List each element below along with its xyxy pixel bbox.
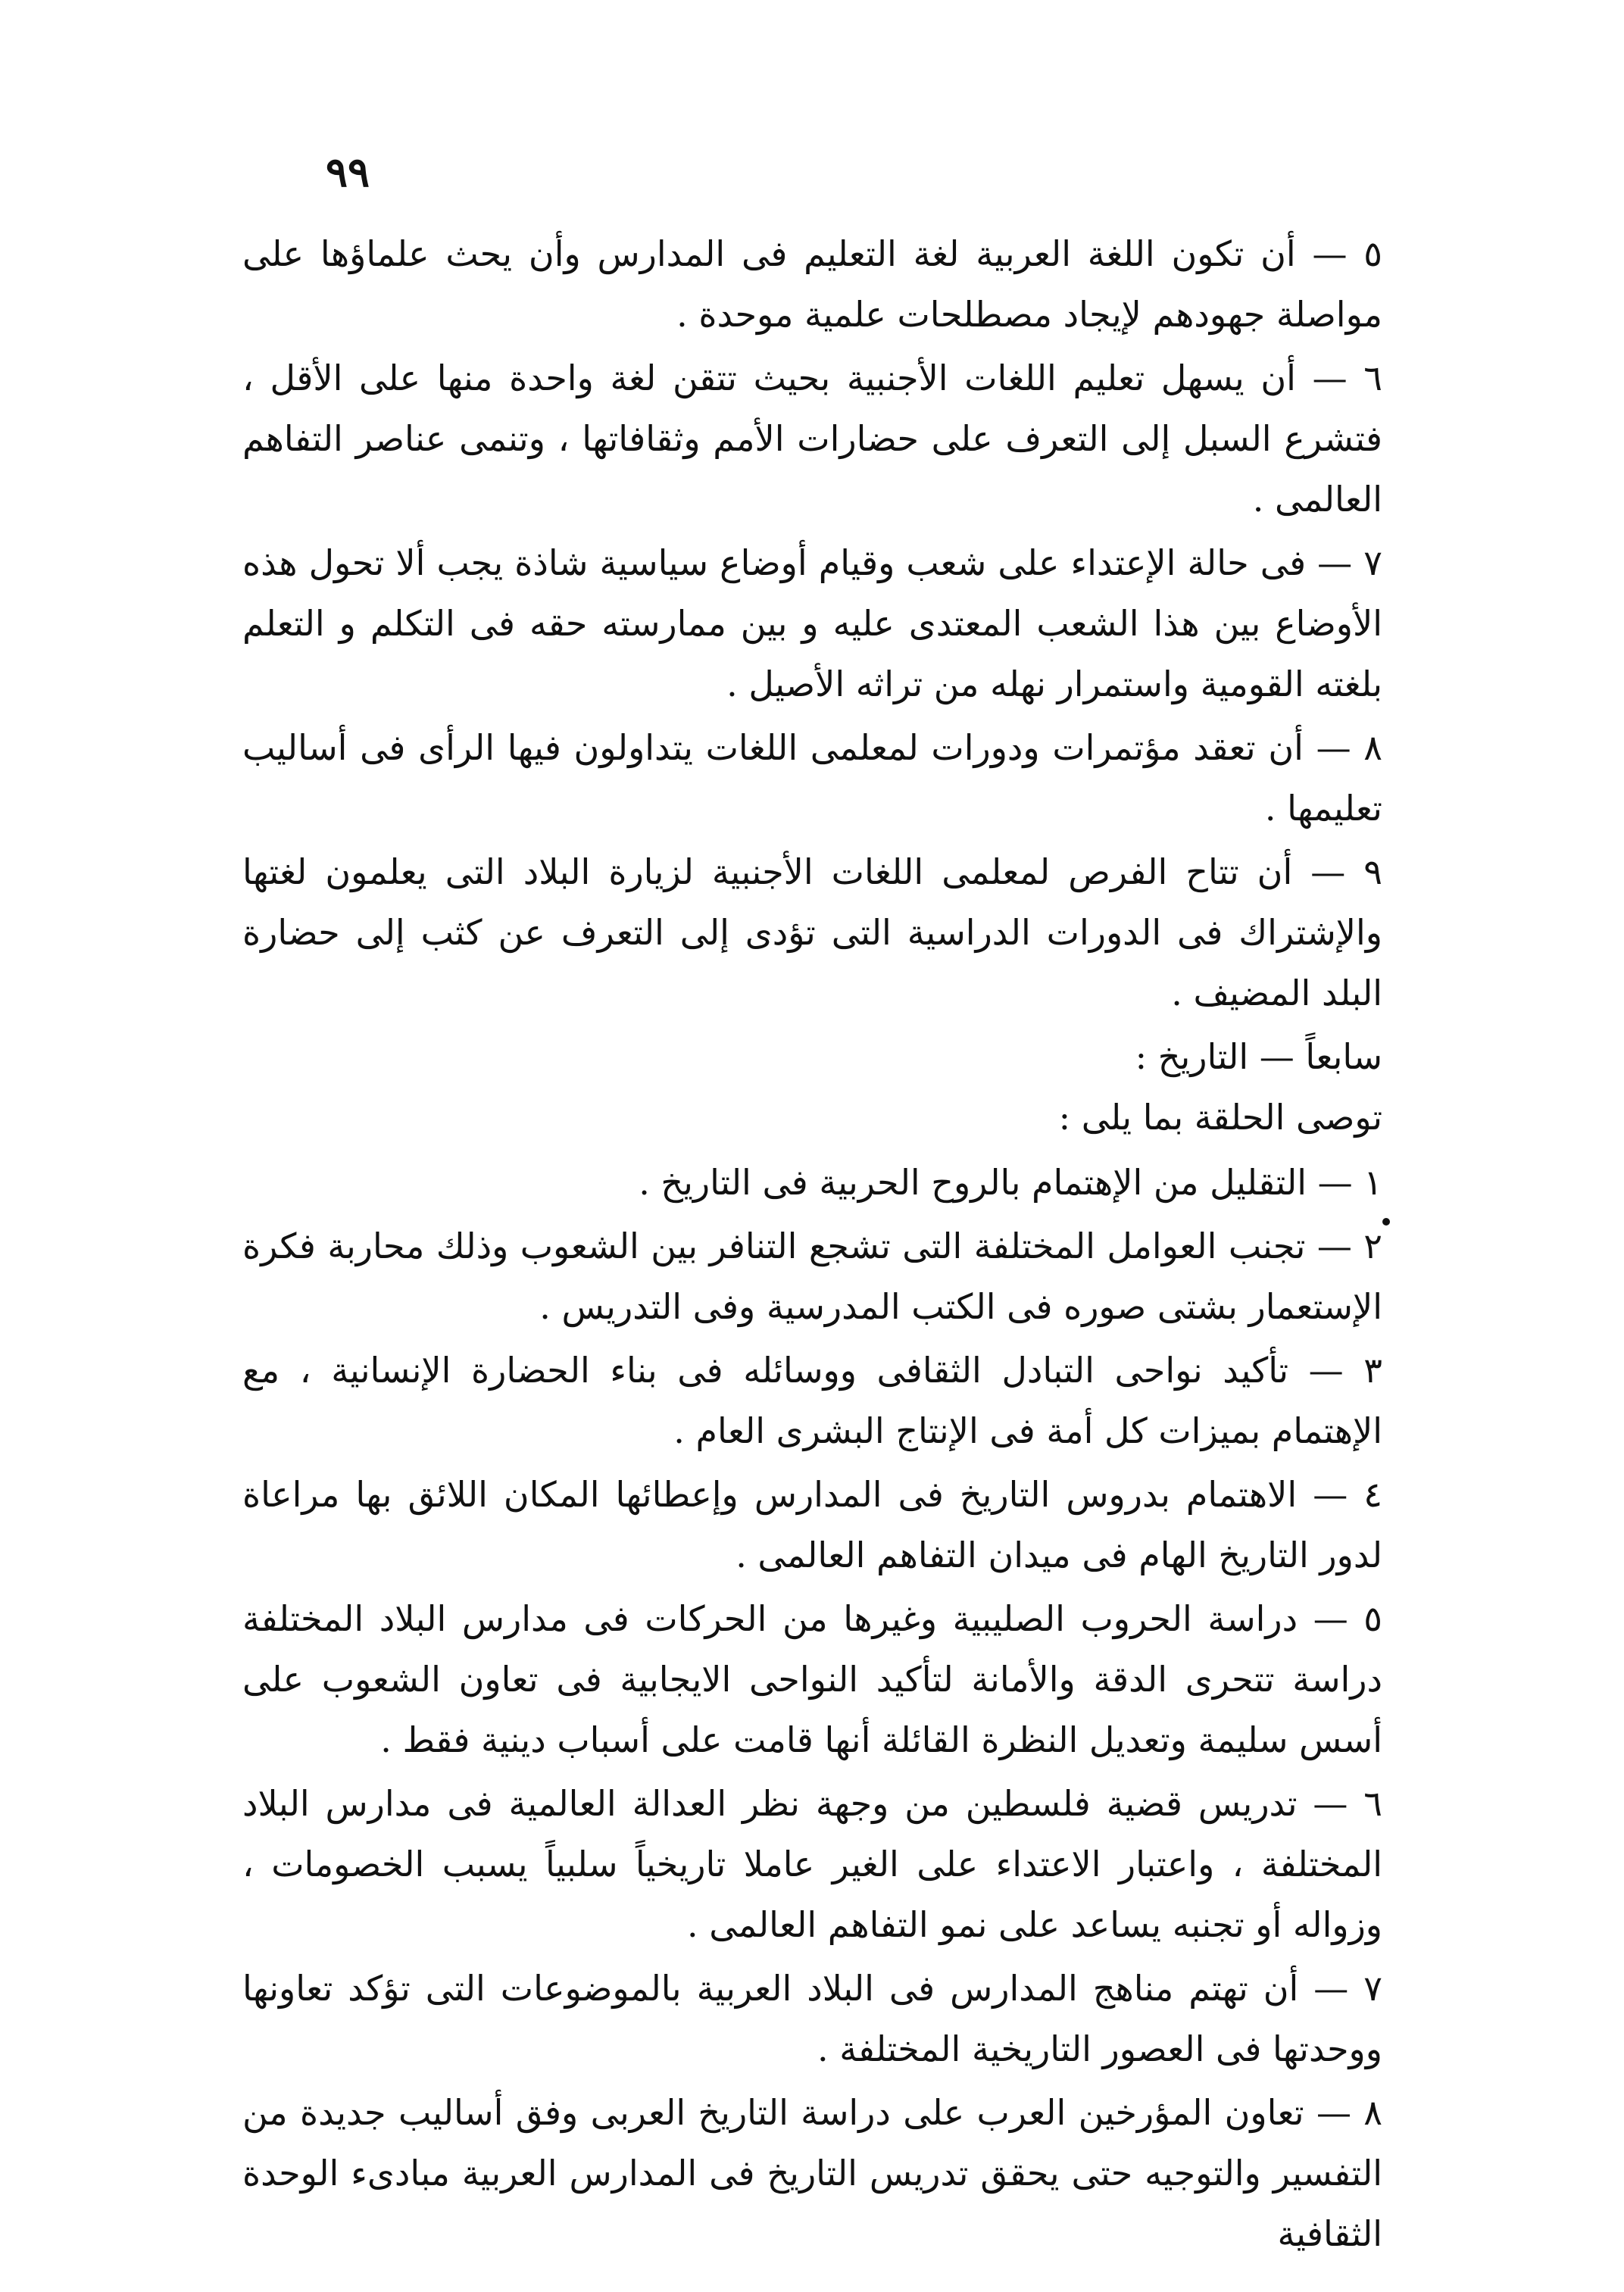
paragraph-item-9-language: ٩ — أن تتاح الفرص لمعلمى اللغات الأجنبية لزيارة البلاد التى يعلمون لغتها والإشتراك فى الدورات الدراسية التى تؤدى إلى التعرف عن كثب إلى حضارة البلد المضيف . [242,851,1382,1013]
paragraph-item-2-history: ٢ — تجنب العوامل المختلفة التى تشجع التنافر بين الشعوب وذلك محاربة فكرة الإستعمار بشتى صوره فى الكتب المدرسية وفى التدريس . [242,1226,1382,1327]
paragraph-item-5-history: ٥ — دراسة الحروب الصليبية وغيرها من الحركات فى مدارس البلاد المختلفة دراسة تتحرى الدقة والأمانة لتأكيد النواحى الايجابية فى تعاون الشعوب على أسس سليمة وتعديل النظرة القائلة أنها قامت على أسباب دينية فقط . [242,1598,1382,1760]
paragraph-item-1-history: ١ — التقليل من الإهتمام بالروح الحربية فى التاريخ . [639,1162,1382,1203]
section-intro: توصى الحلقة بما يلى : [1058,1097,1382,1138]
section-heading: سابعاً — التاريخ : [1135,1036,1382,1077]
page-number: ٩٩ [326,148,370,196]
paragraph-item-3-history: ٣ — تأكيد نواحى التبادل الثقافى ووسائله فى بناء الحضارة الإنسانية ، مع الإهتمام بميزات كل أمة فى الإنتاج البشرى العام . [242,1350,1382,1451]
paragraph-item-8-history: ٨ — تعاون المؤرخين العرب على دراسة التاريخ العربى وفق أساليب جديدة من التفسير والتوجيه حتى يحقق تدريس التاريخ فى المدارس العربية مبادىء الوحدة الثقافية [242,2092,1382,2254]
paragraph-item-8-language: ٨ — أن تعقد مؤتمرات ودورات لمعلمى اللغات يتداولون فيها الرأى فى أساليب تعليمها . [242,727,1382,829]
paragraph-item-4-history: ٤ — الاهتمام بدروس التاريخ فى المدارس وإعطائها المكان اللائق بها مراعاة لدور التاريخ الهام فى ميدان التفاهم العالمى . [242,1474,1382,1575]
paragraph-item-7-language: ٧ — فى حالة الإعتداء على شعب وقيام أوضاع سياسية شاذة يجب ألا تحول هذه الأوضاع بين هذا الشعب المعتدى عليه و بين ممارسته حقه فى التكلم و التعلم بلغته القومية واستمرار نهله من تراثه الأصيل . [242,542,1382,704]
paragraph-item-6-history: ٦ — تدريس قضية فلسطين من وجهة نظر العدالة العالمية فى مدارس البلاد المختلفة ، واعتبار الاعتداء على الغير عاملا تاريخياً سلبياً يسبب الخصومات ، وزواله أو تجنبه يساعد على نمو التفاهم العالمى . [242,1783,1382,1945]
paragraph-item-7-history: ٧ — أن تهتم مناهج المدارس فى البلاد العربية بالموضوعات التى تؤكد تعاونها ووحدتها فى العصور التاريخية المختلفة . [242,1968,1382,2069]
paragraph-item-6-language: ٦ — أن يسهل تعليم اللغات الأجنبية بحيث تتقن لغة واحدة منها على الأقل ، فتشرع السبل إلى التعرف على حضارات الأمم وثقافاتها ، وتنمى عناصر التفاهم العالمى . [242,358,1382,520]
page-body [242,223,1382,2267]
ink-dot [1382,1218,1390,1226]
paragraph-item-5-language: ٥ — أن تكون اللغة العربية لغة التعليم فى المدارس وأن يحث علماؤها على مواصلة جهودهم لإيجاد مصطلحات علمية موحدة . [242,233,1382,335]
